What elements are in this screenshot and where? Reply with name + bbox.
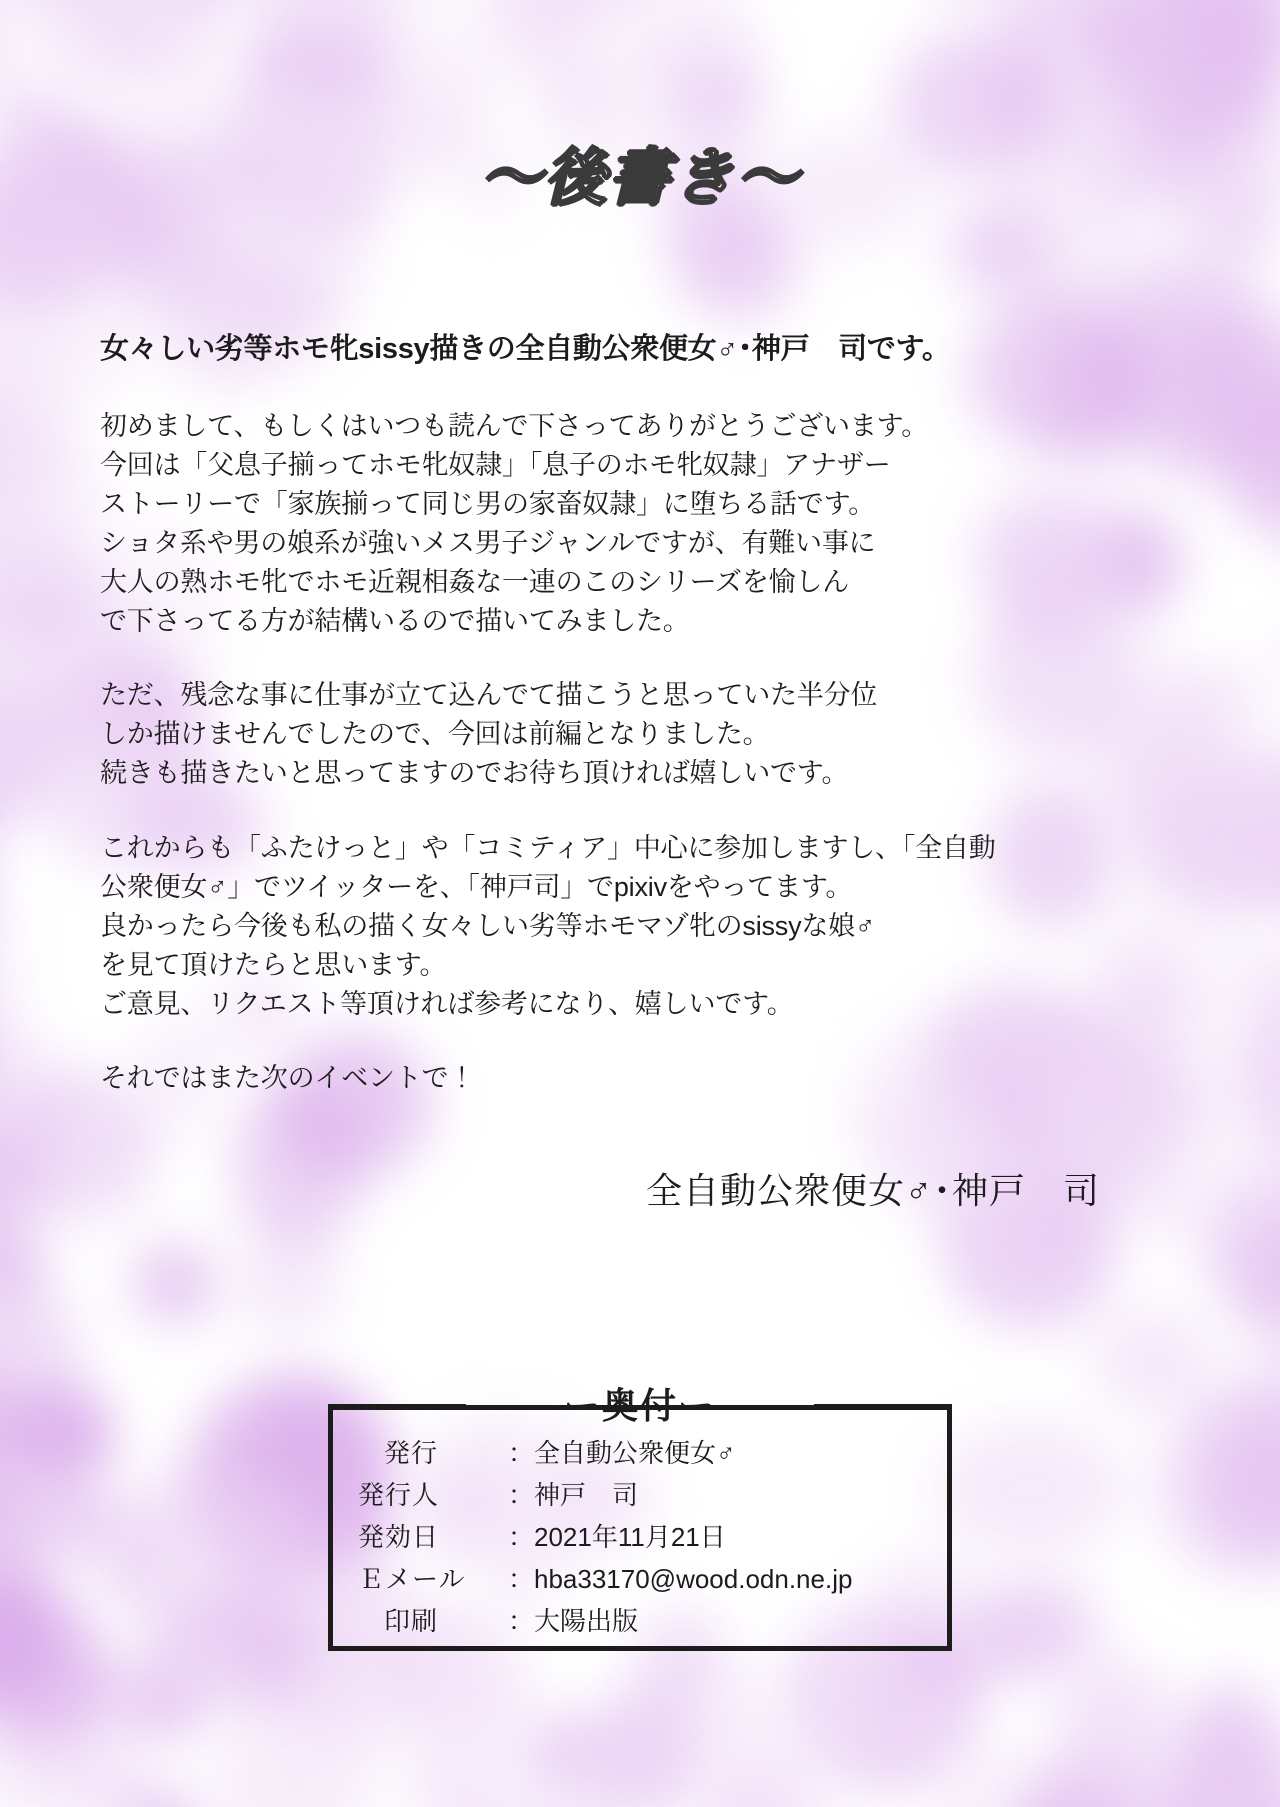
afterword-body [100, 330, 1190, 1134]
colophon-row-label: Ｅメール [358, 1564, 466, 1595]
colophon-row-separator: ： [508, 1438, 535, 1468]
text-line: ストーリーで「家族揃って同じ男の家畜奴隷」に堕ちる話です。 [100, 488, 876, 519]
text-line: これからも「ふたけっと」や「コミティア」中心に参加しますし、「全自動 [100, 833, 996, 864]
afterword-paragraph-1 [100, 407, 1190, 640]
colophon-row-label: 印刷 [384, 1606, 439, 1637]
text-line: 続きも描きたいと思ってますのでお待ち頂ければ嬉しいです。 [100, 758, 849, 789]
text-line: ご意見、リクエスト等頂ければ参考になり、嬉しいです。 [100, 988, 794, 1019]
afterword-lead: 女々しい劣等ホモ牝sissy描きの全自動公衆便女♂･神戸 司です。 [100, 333, 951, 365]
text-line: しか描けませんでしたので、今回は前編となりました。 [100, 719, 770, 750]
colophon-row-label: 発行 [384, 1438, 439, 1468]
colophon-row [358, 1558, 922, 1600]
text-line: 大人の熟ホモ牝でホモ近親相姦な一連のこのシリーズを愉しん [100, 566, 850, 597]
colophon-row [358, 1474, 922, 1516]
afterword-paragraph-2 [100, 676, 1190, 793]
text-line: ただ、残念な事に仕事が立て込んでて描こうと思っていた半分位 [100, 680, 878, 711]
colophon [328, 1385, 952, 1668]
colophon-row [358, 1516, 922, 1558]
afterword-paragraph-3 [100, 829, 1190, 1023]
colophon-row-value: 神戸 司 [534, 1480, 639, 1511]
text-line: を見て頂けたらと思います。 [100, 949, 447, 980]
colophon-row-value: 2021年11月21日 [534, 1522, 726, 1553]
colophon-row [358, 1432, 922, 1474]
text-line: 公衆便女♂」でツイッターを、「神戸司」でpixivをやってます。 [100, 871, 853, 902]
text-line: それではまた次のイベントで！ [100, 1063, 476, 1094]
colophon-row-value: 全自動公衆便女♂ [534, 1438, 736, 1468]
colophon-row-value: hba33170@wood.odn.ne.jp [534, 1564, 853, 1595]
text-line: 良かったら今後も私の描く女々しい劣等ホモマゾ牝のsissyな娘♂ [100, 910, 876, 941]
colophon-row-value: 大陽出版 [534, 1606, 639, 1637]
author-signature: 全自動公衆便女♂･神戸 司 [645, 1170, 1100, 1211]
colophon-row-separator: ： [508, 1522, 535, 1553]
text-line: ショタ系や男の娘系が強いメス男子ジャンルですが、有難い事に [100, 527, 876, 558]
afterword-paragraph-4 [100, 1059, 1190, 1098]
colophon-row-separator: ： [508, 1606, 535, 1637]
page-title: ～後書き～ [479, 141, 800, 214]
text-line: 今回は「父息子揃ってホモ牝奴隷」「息子のホモ牝奴隷」アナザー [100, 450, 891, 481]
colophon-rows [328, 1432, 952, 1643]
text-line: で下さってる方が結構いるので描いてみました。 [100, 605, 690, 636]
colophon-row-separator: ： [508, 1480, 535, 1511]
colophon-row-label: 発効日 [358, 1522, 440, 1553]
colophon-title: ー奥付ー [563, 1385, 716, 1426]
colophon-row [358, 1600, 922, 1642]
colophon-row-separator: ： [508, 1564, 535, 1595]
text-line: 初めまして、もしくはいつも読んで下さってありがとうございます。 [100, 411, 929, 442]
colophon-row-label: 発行人 [358, 1480, 440, 1511]
